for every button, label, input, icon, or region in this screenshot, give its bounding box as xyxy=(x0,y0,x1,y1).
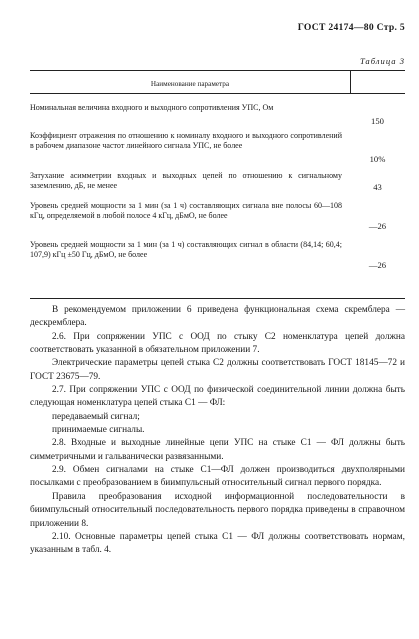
table-row-value: 10% xyxy=(369,154,386,164)
table-top-rule xyxy=(30,70,405,71)
paragraph: 2.10. Основные параметры цепей стыка С1 — ФЛ должны соответствовать нормам, указанным в табл. 4. xyxy=(30,531,405,556)
table-row-value: —26 xyxy=(368,260,387,270)
paragraph: Электрические параметры цепей стыка С2 должны соответствовать ГОСТ 18145—72 и ГОСТ 23675—79. xyxy=(30,358,405,382)
table-row-value: —26 xyxy=(368,221,387,231)
table-header-divider xyxy=(350,70,351,93)
paragraph: передаваемый сигнал; xyxy=(52,411,140,422)
table-column-header: Наименование параметра xyxy=(150,80,230,88)
table-row-name: Уровень средней мощности за 1 мин (за 1 ч) составляющих сигнала вне полосы 60—108 кГц, определяемой в любой полосе 4 кГц, дБмО, не более xyxy=(30,201,342,221)
paragraph: Правила преобразования исходной информационной последовательности в биимпульсный относительный последовательность первого порядка приведены в справочном приложении 8. xyxy=(30,491,405,529)
table-row-value: 150 xyxy=(371,116,384,126)
table-row-name: Затухание асимметрии входных и выходных цепей по отношению к сигнальному заземлению, дБ, не менее xyxy=(30,171,342,191)
table-row-name: Коэффициент отражения по отношению к номиналу входного и выходного сопротивлений в рабочем диапазоне частот линейного сигнала УПС, не более xyxy=(30,131,342,151)
paragraph: 2.7. При сопряжении УПС с ООД по физической соединительной линии должна быть следующая номенклатура цепей стыка С1 — ФЛ: xyxy=(30,385,405,409)
paragraph: 2.9. Обмен сигналами на стыке С1—ФЛ должен производиться двухполярными посылками с преобразованием в биимпульсный относительный сигнал первого порядка. xyxy=(30,465,405,489)
table-row-name: Уровень средней мощности за 1 мин (за 1 ч) составляющих сигнал в области (84,14; 60,4; 107,9) кГц ±50 Гц, дБмО, не более xyxy=(30,240,342,260)
table-row-name: Номинальная величина входного и выходного сопротивления УПС, Ом xyxy=(30,103,274,112)
body-text xyxy=(30,304,405,558)
page-header: ГОСТ 24174—80 Стр. 5 xyxy=(297,22,405,33)
table-caption: Таблица 3 xyxy=(359,56,405,66)
paragraph: 2.8. Входные и выходные линейные цепи УПС на стыке С1 — ФЛ должны быть симметричными и гальванически развязанными. xyxy=(30,438,405,462)
table-row-value: 43 xyxy=(373,182,382,192)
paragraph: 2.6. При сопряжении УПС с ООД по стыку С2 номенклатура цепей должна соответствовать указанной в обязательном приложении 7. xyxy=(30,331,405,356)
paragraph: В рекомендуемом приложении 6 приведена функциональная схема скремблера — дескремблера. xyxy=(30,305,405,329)
paragraph: принимаемые сигналы. xyxy=(52,425,145,436)
table-bottom-rule xyxy=(30,298,405,299)
table-header-rule xyxy=(30,93,405,94)
